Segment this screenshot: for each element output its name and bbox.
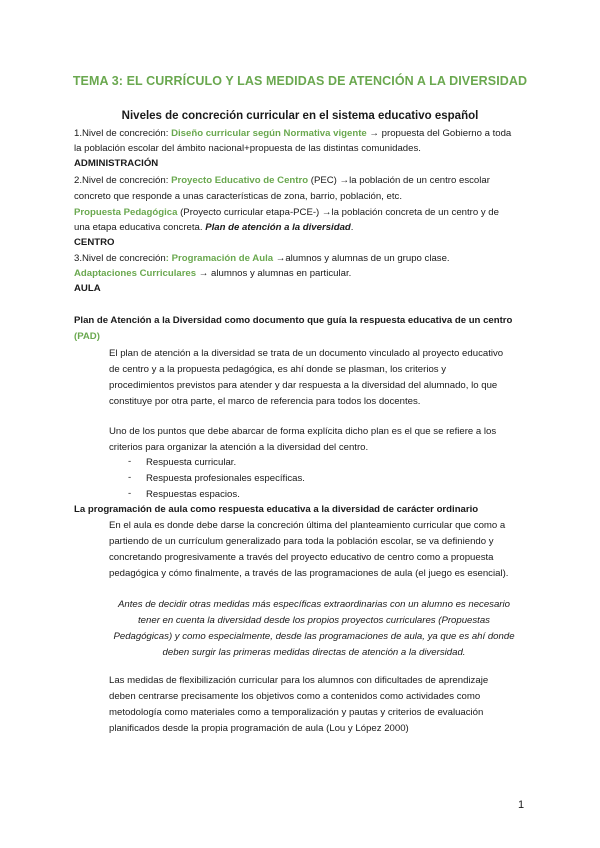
nivel-2-line: 2.Nivel de concreción: Proyecto Educativo de Centro (PEC) →la población de un centro escolar xyxy=(74,175,490,186)
pad-p1-line: El plan de atención a la diversidad se trata de un documento vinculado al proyecto educativo xyxy=(109,348,504,359)
bullet-marker: - xyxy=(128,488,132,499)
programacion-heading: La programación de aula como respuesta educativa a la diversidad de carácter ordinario xyxy=(74,504,479,515)
programacion-p1-line: En el aula es donde debe darse la concreción última del planteamiento curricular que como a xyxy=(109,520,506,531)
nivel-1-highlight: Diseño curricular según Normativa vigente xyxy=(171,128,367,139)
programacion-p1-line: concretando progresivamente a través del proyecto educativo de centro como a propuesta xyxy=(109,552,494,563)
propuesta-highlight: Propuesta Pedagógica xyxy=(74,207,178,218)
bullet-marker: - xyxy=(128,456,132,467)
pad-p1-line: procedimientos previstos para atender y dar respuesta a la diversidad del alumnado, lo que xyxy=(109,380,498,391)
pad-heading-abbr: (PAD) xyxy=(74,331,100,342)
nivel-3-line: 3.Nivel de concreción: Programación de Aula →alumnos y alumnas de un grupo clase. xyxy=(74,253,450,264)
quote-line: deben surgir las primeras medidas directas de atención a la diversidad. xyxy=(162,647,466,658)
nivel-3-tag: AULA xyxy=(74,283,101,294)
quote-line: Antes de decidir otras medidas más específicas extraordinarias con un alumno es necesario xyxy=(118,599,510,610)
pad-bullet-item: Respuestas espacios. xyxy=(146,489,240,500)
bullet-marker: - xyxy=(128,472,132,483)
quote-line: tener en cuenta la diversidad desde los propios proyectos curriculares (Propuestas xyxy=(138,615,490,626)
nivel-2-tag: CENTRO xyxy=(74,237,115,248)
nivel-2-line2: concreto que responde a unas características de zona, barrio, población, etc. xyxy=(74,191,402,202)
pad-bullet-item: Respuesta profesionales específicas. xyxy=(146,473,305,484)
adaptaciones-line: Adaptaciones Curriculares → alumnos y alumnas en particular. xyxy=(74,268,352,279)
programacion-p2-line: metodología como materiales como a temporalización y pautas y criterios de evaluación xyxy=(109,707,484,718)
pad-p1-line: constituye por otra parte, el marco de referencia para todos los docentes. xyxy=(109,396,421,407)
pad-bullet-item: Respuesta curricular. xyxy=(146,457,237,468)
pad-p2-line: criterios para organizar la atención a la diversidad del centro. xyxy=(109,442,369,453)
programacion-p1-line: partiendo de un currículum generalizado para toda la población escolar, se va definiendo y xyxy=(109,536,494,547)
nivel-3-highlight: : Programación de Aula xyxy=(165,253,274,264)
programacion-p2-line: Las medidas de flexibilización curricular para los alumnos con dificultades de aprendizaje xyxy=(109,675,489,686)
programacion-p2-line: planificados desde la propia programación de aula (Lou y López 2000) xyxy=(109,723,409,734)
page-title: TEMA 3: EL CURRÍCULO Y LAS MEDIDAS DE ATENCIÓN A LA DIVERSIDAD xyxy=(72,74,528,88)
adaptaciones-highlight: Adaptaciones Curriculares xyxy=(74,268,197,279)
section-subtitle: Niveles de concreción curricular en el sistema educativo español xyxy=(121,110,479,122)
programacion-p1-line: pedagógica y cómo finalmente, a través de las programaciones de aula (el juego es esencial). xyxy=(109,568,509,579)
nivel-2-highlight: Proyecto Educativo de Centro xyxy=(171,175,309,186)
nivel-1-line2: la población escolar del ámbito nacional+propuesta de las distintas comunidades. xyxy=(74,143,421,154)
programacion-p2-line: deben centrarse precisamente los objetivos como a contenidos como actividades como xyxy=(109,691,481,702)
propuesta-line: Propuesta Pedagógica (Proyecto curricular etapa-PCE-) →la población concreta de un centro y de xyxy=(74,207,499,218)
propuesta-line2: una etapa educativa concreta. Plan de atención a la diversidad. xyxy=(74,222,354,233)
pad-heading: Plan de Atención a la Diversidad como documento que guía la respuesta educativa de un centro xyxy=(74,315,513,326)
nivel-1-tag: ADMINISTRACIÓN xyxy=(74,158,159,169)
pad-p1-line: de centro y a la propuesta pedagógica, es ahí donde se plasman, los criterios y xyxy=(109,364,447,375)
pad-p2-line: Uno de los puntos que debe abarcar de forma explícita dicho plan es el que se refiere a los xyxy=(109,426,497,437)
page-number: 1 xyxy=(518,799,525,811)
nivel-1-line: 1.Nivel de concreción: Diseño curricular según Normativa vigente → propuesta del Gobierno a toda xyxy=(74,128,512,139)
quote-line: Pedagógicas) y como especialmente, desde las programaciones de aula, ya que es ahí donde xyxy=(113,631,515,642)
